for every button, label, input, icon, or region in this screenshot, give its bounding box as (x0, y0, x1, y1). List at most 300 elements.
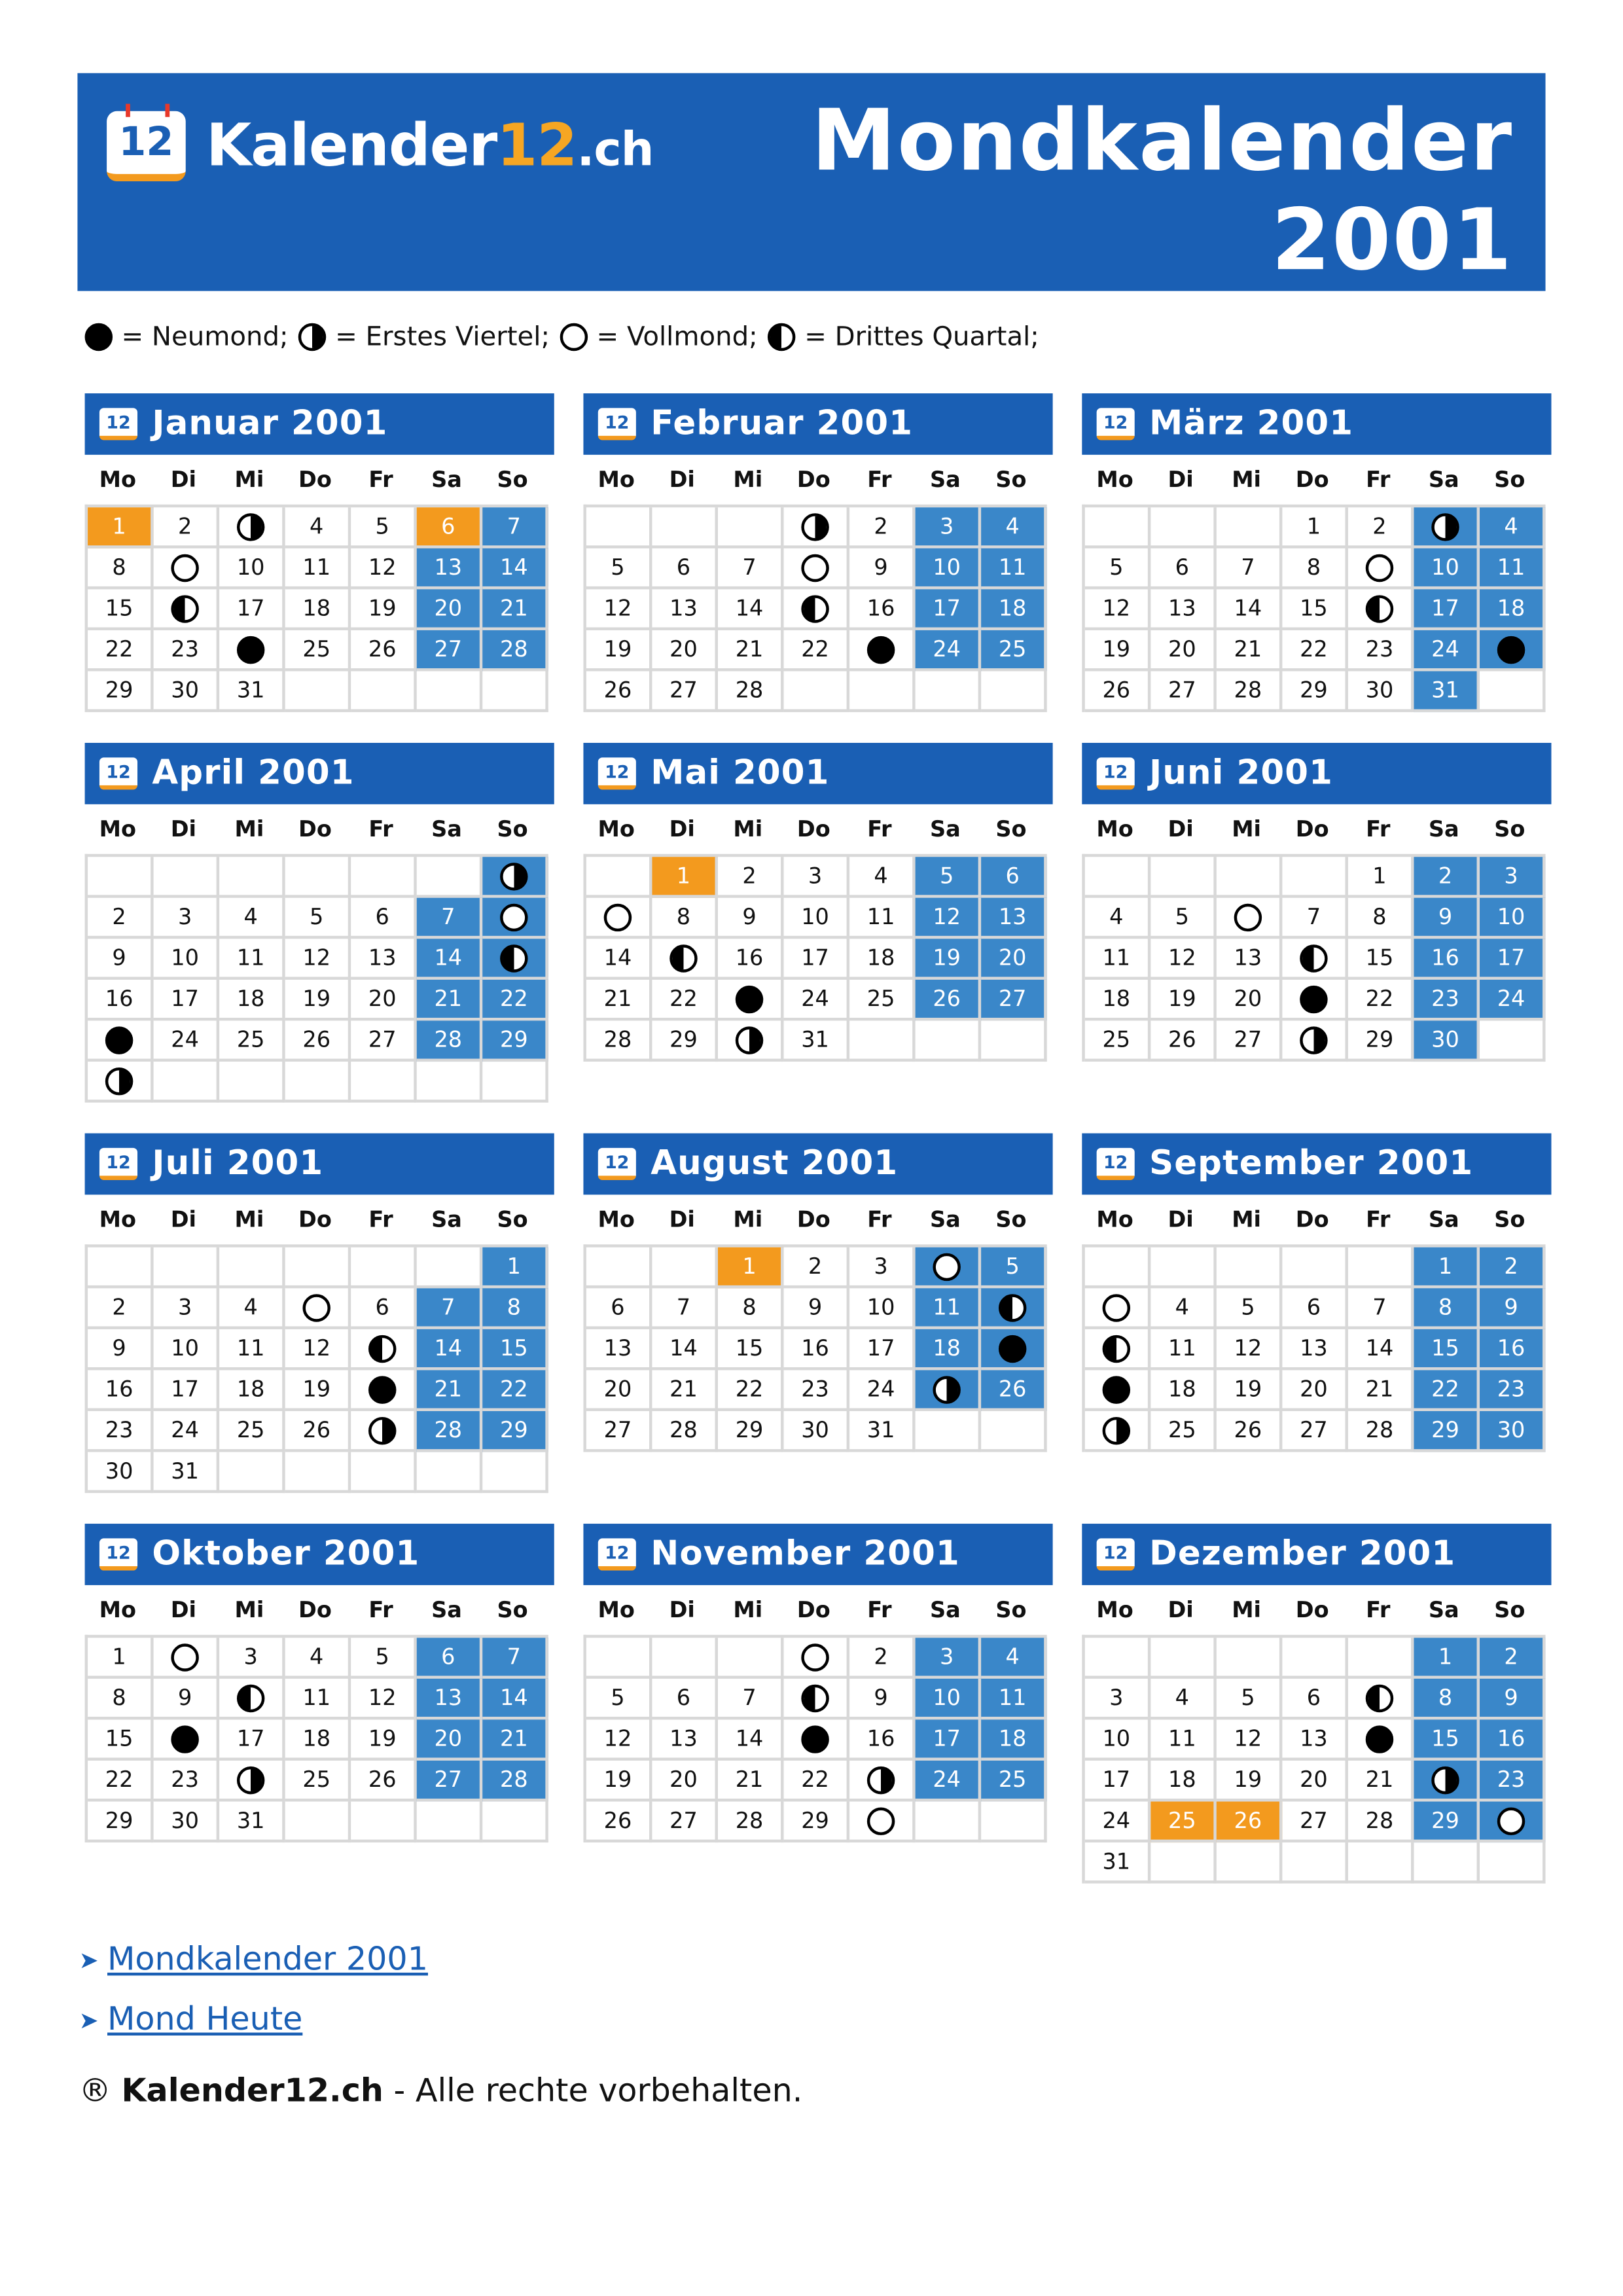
new-moon-icon (736, 985, 763, 1013)
empty-cell (1348, 1638, 1414, 1679)
empty-cell (586, 507, 652, 548)
day-cell: 24 (154, 1020, 220, 1062)
month-calendar (1082, 1134, 1551, 1452)
day-grid (1082, 505, 1545, 712)
day-cell: 17 (916, 1719, 982, 1761)
day-cell: 23 (1348, 630, 1414, 672)
day-cell: 7 (1282, 898, 1348, 939)
day-cell: 11 (1480, 548, 1546, 590)
day-cell: 18 (285, 589, 351, 630)
empty-cell (652, 1247, 718, 1289)
day-cell: 4 (219, 1288, 285, 1329)
day-cell: 12 (285, 1329, 351, 1371)
day-cell: 6 (981, 857, 1047, 898)
day-cell: 20 (351, 980, 417, 1021)
day-cell (1348, 548, 1414, 590)
weekday-label: Do (298, 466, 332, 493)
month-header (1082, 1524, 1551, 1585)
day-cell: 18 (1150, 1761, 1217, 1802)
day-cell: 6 (586, 1288, 652, 1329)
month-title: Oktober 2001 (152, 1535, 420, 1573)
day-cell: 7 (718, 548, 784, 590)
day-cell: 14 (482, 1679, 548, 1720)
day-cell (154, 548, 220, 590)
day-cell: 3 (1085, 1679, 1151, 1720)
page-title (812, 91, 1514, 290)
day-cell: 27 (1282, 1802, 1348, 1843)
weekday-label: Do (298, 816, 332, 842)
day-cell: 1 (88, 1638, 154, 1679)
day-cell: 18 (916, 1329, 982, 1371)
first-moon-icon (105, 1067, 133, 1094)
day-cell: 5 (981, 1247, 1047, 1289)
day-cell (652, 939, 718, 980)
day-cell: 15 (1282, 589, 1348, 630)
day-cell: 12 (916, 898, 982, 939)
mondkalender-link[interactable]: Mondkalender 2001 (107, 1941, 428, 1978)
day-cell: 28 (1348, 1802, 1414, 1843)
day-cell (219, 507, 285, 548)
day-cell: 8 (652, 898, 718, 939)
day-cell: 27 (417, 1761, 483, 1802)
day-cell: 7 (718, 1679, 784, 1720)
day-cell: 3 (154, 1288, 220, 1329)
first-moon-icon (237, 1766, 264, 1793)
weekday-label: So (497, 816, 528, 842)
day-cell: 28 (417, 1020, 483, 1062)
day-cell: 27 (652, 1802, 718, 1843)
day-cell: 12 (351, 548, 417, 590)
weekday-label: Mi (733, 1206, 763, 1233)
day-cell: 16 (88, 980, 154, 1021)
day-cell: 19 (1217, 1370, 1283, 1411)
third-moon-icon (500, 944, 527, 971)
day-cell: 25 (981, 630, 1047, 672)
calendar-icon-number: 12 (106, 411, 131, 433)
day-cell (1217, 898, 1283, 939)
day-grid (1082, 1635, 1545, 1884)
weekday-label: Do (796, 1596, 830, 1623)
day-cell: 17 (916, 589, 982, 630)
day-cell: 18 (849, 939, 916, 980)
day-cell: 18 (1480, 589, 1546, 630)
day-cell: 10 (784, 898, 850, 939)
weekday-label: Fr (368, 816, 393, 842)
weekday-label: Sa (930, 816, 961, 842)
day-cell: 11 (285, 1679, 351, 1720)
day-cell: 29 (1414, 1802, 1480, 1843)
day-cell: 22 (88, 1761, 154, 1802)
day-cell (586, 898, 652, 939)
day-cell: 2 (154, 507, 220, 548)
calendar-icon-number: 12 (106, 761, 131, 782)
empty-cell (219, 1452, 285, 1494)
month-title: Juli 2001 (152, 1145, 324, 1183)
day-cell: 14 (718, 589, 784, 630)
day-cell: 26 (351, 630, 417, 672)
first-moon-icon (298, 323, 326, 351)
day-cell: 26 (916, 980, 982, 1021)
day-cell: 4 (1480, 507, 1546, 548)
weekday-label: Mo (597, 1206, 635, 1233)
weekday-label: Mo (99, 1596, 137, 1623)
day-cell: 31 (784, 1020, 850, 1062)
weekday-label: Sa (930, 1596, 961, 1623)
day-cell: 29 (1414, 1411, 1480, 1452)
day-cell: 24 (849, 1370, 916, 1411)
empty-cell (1217, 1638, 1283, 1679)
day-grid (583, 505, 1046, 712)
day-cell: 21 (417, 980, 483, 1021)
month-header (85, 393, 554, 455)
day-cell (351, 1411, 417, 1452)
day-cell: 7 (417, 1288, 483, 1329)
day-cell: 27 (586, 1411, 652, 1452)
calendar-icon (99, 1538, 137, 1570)
third-moon-icon (801, 594, 829, 622)
day-cell: 2 (88, 898, 154, 939)
legend-label: = Erstes Viertel; (335, 321, 550, 353)
weekday-header (85, 1194, 554, 1244)
weekday-label: So (995, 816, 1027, 842)
weekday-label: Fr (368, 466, 393, 493)
empty-cell (981, 1411, 1047, 1452)
weekday-label: Do (1295, 1206, 1329, 1233)
weekday-label: Mi (733, 466, 763, 493)
day-cell: 9 (849, 1679, 916, 1720)
day-cell: 20 (652, 630, 718, 672)
weekday-label: Sa (1428, 466, 1459, 493)
third-moon-icon (1300, 944, 1327, 971)
day-cell: 11 (285, 548, 351, 590)
weekday-label: Fr (368, 1206, 393, 1233)
day-cell: 19 (1217, 1761, 1283, 1802)
day-cell (1085, 1288, 1151, 1329)
empty-cell (1150, 1842, 1217, 1884)
weekday-label: Mi (1232, 466, 1262, 493)
month-title: Februar 2001 (651, 404, 914, 443)
full-moon-icon (560, 323, 588, 351)
weekday-label: Di (170, 1596, 197, 1623)
weekday-header (85, 455, 554, 505)
weekday-label: Mo (1096, 466, 1133, 493)
day-cell: 26 (1217, 1802, 1283, 1843)
day-cell: 9 (1480, 1679, 1546, 1720)
day-cell: 26 (586, 671, 652, 712)
calendar-icon (99, 757, 137, 789)
day-cell: 18 (981, 1719, 1047, 1761)
full-moon-icon (604, 903, 632, 931)
empty-cell (351, 857, 417, 898)
day-cell: 13 (417, 1679, 483, 1720)
third-moon-icon (801, 1684, 829, 1712)
day-cell: 1 (652, 857, 718, 898)
weekday-label: Do (298, 1206, 332, 1233)
day-cell: 16 (88, 1370, 154, 1411)
first-moon-icon (1431, 1766, 1459, 1793)
day-cell: 24 (1480, 980, 1546, 1021)
day-cell: 21 (718, 1761, 784, 1802)
month-calendar (1082, 393, 1551, 712)
day-cell: 13 (586, 1329, 652, 1371)
day-cell: 26 (586, 1802, 652, 1843)
weekday-label: Mi (733, 1596, 763, 1623)
month-header (583, 743, 1052, 804)
day-cell: 22 (1282, 630, 1348, 672)
day-cell: 22 (652, 980, 718, 1021)
day-cell: 5 (916, 857, 982, 898)
empty-cell (849, 671, 916, 712)
calendar-icon-number: 12 (118, 120, 174, 166)
full-moon-icon (171, 1643, 198, 1670)
first-moon-icon (801, 512, 829, 540)
day-cell (1282, 980, 1348, 1021)
weekday-label: Di (170, 1206, 197, 1233)
day-cell (1085, 1411, 1151, 1452)
empty-cell (1480, 1842, 1546, 1884)
new-moon-icon (801, 1725, 829, 1752)
day-cell: 11 (219, 1329, 285, 1371)
day-cell (351, 1370, 417, 1411)
day-cell: 14 (417, 939, 483, 980)
empty-cell (219, 857, 285, 898)
mond-heute-link[interactable]: Mond Heute (107, 2001, 303, 2038)
day-cell (482, 939, 548, 980)
weekday-header (1082, 1585, 1551, 1635)
day-cell: 4 (981, 1638, 1047, 1679)
day-cell: 10 (1414, 548, 1480, 590)
arrow-right-icon: ➤ (79, 2005, 99, 2034)
day-cell: 14 (417, 1329, 483, 1371)
empty-cell (482, 1452, 548, 1494)
weekday-label: Fr (368, 1596, 393, 1623)
day-cell: 29 (718, 1411, 784, 1452)
calendar-icon-number: 12 (1103, 411, 1128, 433)
day-cell: 6 (652, 548, 718, 590)
empty-cell (1282, 857, 1348, 898)
site-logo[interactable] (107, 111, 653, 181)
weekday-label: So (497, 1206, 528, 1233)
empty-cell (351, 1452, 417, 1494)
weekday-label: Do (1295, 466, 1329, 493)
footer-text: - Alle rechte vorbehalten. (383, 2073, 803, 2110)
day-cell: 29 (784, 1802, 850, 1843)
empty-cell (88, 857, 154, 898)
day-cell: 27 (1150, 671, 1217, 712)
footer-links (79, 1930, 428, 2050)
day-cell: 1 (1282, 507, 1348, 548)
day-cell (981, 1329, 1047, 1371)
day-cell: 6 (652, 1679, 718, 1720)
day-cell: 14 (652, 1329, 718, 1371)
day-cell: 11 (849, 898, 916, 939)
day-cell: 15 (88, 1719, 154, 1761)
footer-brand: Kalender12.ch (121, 2073, 383, 2110)
month-header (583, 1134, 1052, 1195)
day-cell (219, 630, 285, 672)
empty-cell (1217, 1842, 1283, 1884)
day-cell: 13 (652, 1719, 718, 1761)
day-cell: 2 (88, 1288, 154, 1329)
link-row (79, 1930, 428, 1988)
day-cell: 27 (652, 671, 718, 712)
day-cell: 2 (1348, 507, 1414, 548)
day-cell: 25 (1150, 1802, 1217, 1843)
calendar-icon (598, 408, 636, 440)
day-cell: 10 (1480, 898, 1546, 939)
day-cell (219, 1761, 285, 1802)
empty-cell (285, 857, 351, 898)
calendar-icon-number: 12 (1103, 1541, 1128, 1563)
day-cell: 13 (1150, 589, 1217, 630)
logo-number: 12 (497, 113, 577, 180)
weekday-label: Mi (1232, 1596, 1262, 1623)
day-cell: 20 (1217, 980, 1283, 1021)
day-cell: 26 (285, 1020, 351, 1062)
day-cell: 13 (1282, 1719, 1348, 1761)
new-moon-icon (867, 636, 895, 663)
new-moon-icon (237, 636, 264, 663)
day-cell (1480, 1802, 1546, 1843)
day-cell: 29 (1282, 671, 1348, 712)
calendar-icon-number: 12 (605, 1151, 630, 1172)
day-cell: 24 (916, 630, 982, 672)
day-cell: 25 (285, 1761, 351, 1802)
day-cell: 5 (586, 1679, 652, 1720)
empty-cell (1085, 1638, 1151, 1679)
day-cell: 12 (586, 589, 652, 630)
third-moon-icon (1103, 1335, 1130, 1362)
empty-cell (1217, 1247, 1283, 1289)
empty-cell (718, 1638, 784, 1679)
day-cell: 23 (1480, 1761, 1546, 1802)
legend-label: = Neumond; (121, 321, 289, 353)
weekday-label: Mi (234, 816, 264, 842)
day-cell: 17 (784, 939, 850, 980)
third-moon-icon (171, 594, 198, 622)
day-cell: 24 (784, 980, 850, 1021)
weekday-label: So (995, 466, 1027, 493)
calendar-icon-number: 12 (1103, 1151, 1128, 1172)
day-cell: 12 (1085, 589, 1151, 630)
day-grid (583, 1635, 1046, 1842)
day-cell: 24 (1414, 630, 1480, 672)
empty-cell (652, 1638, 718, 1679)
logo-tld: .ch (577, 121, 654, 177)
weekday-label: Sa (431, 466, 462, 493)
day-cell: 10 (849, 1288, 916, 1329)
weekday-header (1082, 455, 1551, 505)
day-cell: 2 (1414, 857, 1480, 898)
day-cell: 21 (586, 980, 652, 1021)
day-cell (849, 1802, 916, 1843)
day-cell: 1 (1348, 857, 1414, 898)
weekday-label: Do (1295, 1596, 1329, 1623)
empty-cell (154, 1062, 220, 1103)
day-cell: 5 (351, 507, 417, 548)
legend-label: = Vollmond; (596, 321, 758, 353)
calendar-icon-number: 12 (106, 1541, 131, 1563)
logo-main: Kalender (206, 113, 497, 180)
day-cell: 2 (718, 857, 784, 898)
day-cell: 4 (1150, 1288, 1217, 1329)
third-moon-icon (368, 1335, 396, 1362)
day-cell: 8 (482, 1288, 548, 1329)
empty-cell (981, 671, 1047, 712)
empty-cell (417, 671, 483, 712)
weekday-label: Sa (1428, 816, 1459, 842)
weekday-label: Mo (1096, 816, 1133, 842)
day-cell: 19 (351, 1719, 417, 1761)
day-cell: 8 (1348, 898, 1414, 939)
day-cell: 10 (219, 548, 285, 590)
empty-cell (417, 857, 483, 898)
title-line-2: 2001 (1271, 190, 1514, 290)
weekday-label: Fr (1366, 816, 1391, 842)
day-cell: 18 (219, 980, 285, 1021)
weekday-label: Mo (99, 466, 137, 493)
day-cell: 2 (784, 1247, 850, 1289)
day-cell: 10 (916, 1679, 982, 1720)
empty-cell (916, 1411, 982, 1452)
day-cell: 3 (916, 507, 982, 548)
day-cell: 31 (849, 1411, 916, 1452)
day-cell: 30 (154, 671, 220, 712)
weekday-label: Di (1168, 1596, 1194, 1623)
day-cell: 28 (718, 671, 784, 712)
day-cell: 21 (417, 1370, 483, 1411)
day-cell: 16 (1480, 1719, 1546, 1761)
day-cell: 23 (88, 1411, 154, 1452)
full-moon-icon (171, 554, 198, 581)
day-grid (85, 505, 548, 712)
day-cell: 16 (849, 1719, 916, 1761)
empty-cell (981, 1020, 1047, 1062)
weekday-label: So (1494, 816, 1525, 842)
day-cell: 17 (154, 1370, 220, 1411)
weekday-label: So (995, 1596, 1027, 1623)
day-cell: 17 (219, 1719, 285, 1761)
new-moon-icon (171, 1725, 198, 1752)
day-cell: 27 (1282, 1411, 1348, 1452)
day-cell: 6 (1282, 1679, 1348, 1720)
day-cell: 27 (417, 630, 483, 672)
day-cell: 21 (482, 1719, 548, 1761)
weekday-label: Mo (1096, 1206, 1133, 1233)
day-cell: 5 (1217, 1679, 1283, 1720)
weekday-label: So (497, 466, 528, 493)
day-cell: 6 (1150, 548, 1217, 590)
day-cell: 20 (652, 1761, 718, 1802)
day-grid (1082, 854, 1545, 1062)
calendar-icon (1097, 408, 1135, 440)
weekday-label: Di (170, 816, 197, 842)
full-moon-icon (302, 1293, 330, 1321)
day-cell: 7 (417, 898, 483, 939)
weekday-label: Sa (431, 816, 462, 842)
day-cell: 13 (1282, 1329, 1348, 1371)
month-header (1082, 1134, 1551, 1195)
month-header (85, 743, 554, 804)
day-cell: 31 (219, 671, 285, 712)
day-grid (85, 1244, 548, 1493)
day-cell: 16 (1414, 939, 1480, 980)
weekday-header (1082, 804, 1551, 854)
day-cell: 17 (1480, 939, 1546, 980)
month-title: März 2001 (1149, 404, 1354, 443)
weekday-label: So (1494, 1596, 1525, 1623)
day-cell: 23 (784, 1370, 850, 1411)
